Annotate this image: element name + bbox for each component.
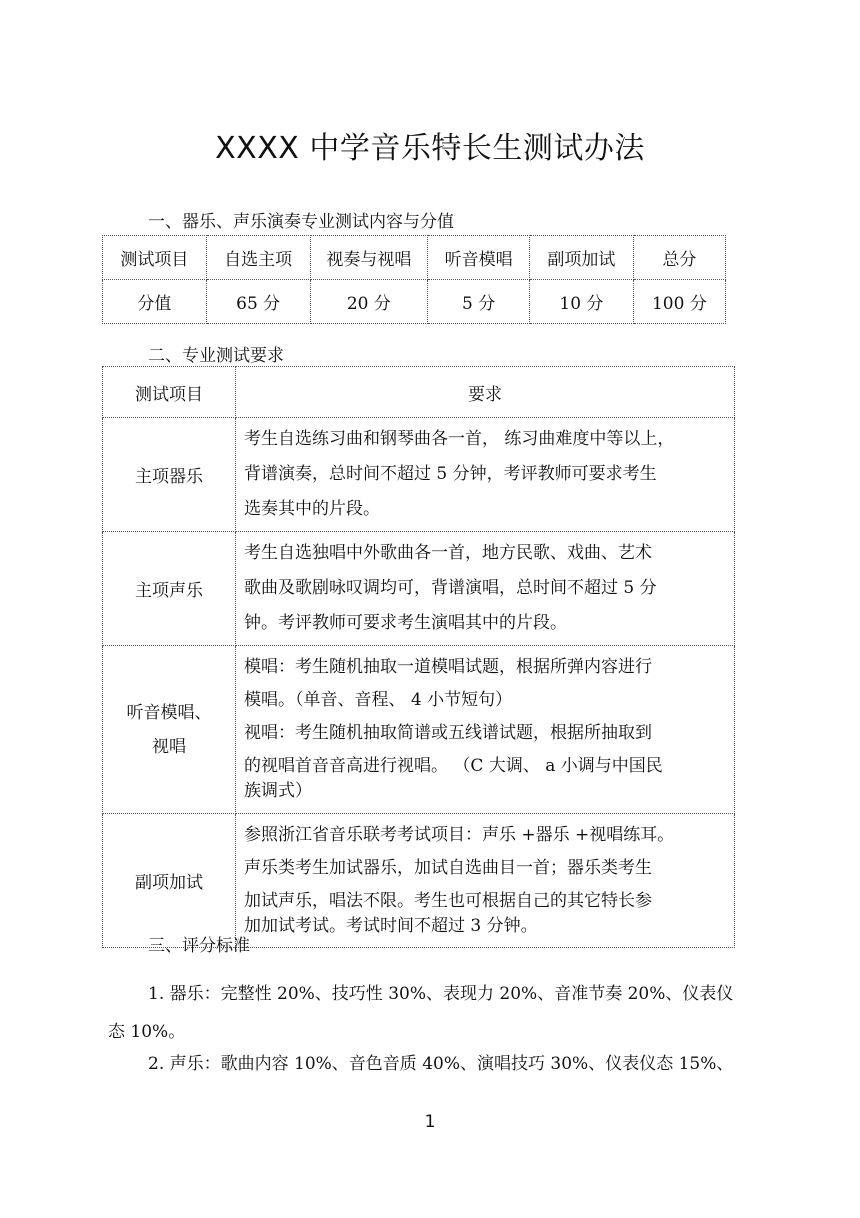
score-table bbox=[102, 235, 726, 324]
section2-heading: 二、专业测试要求 bbox=[148, 346, 284, 366]
row-item: 副项加试 bbox=[103, 814, 236, 948]
row-item: 主项器乐 bbox=[103, 418, 236, 532]
requirement-line: 背谱演奏，总时间不超过 5 分钟，考评教师可要求考生 bbox=[244, 464, 657, 484]
requirement-line: 的视唱首音音高进行视唱。 （C 大调、 a 小调与中国民 bbox=[244, 756, 663, 776]
requirement-line: 选奏其中的片段。 bbox=[244, 499, 380, 519]
scoring-instrumental: 1. 器乐：完整性 20%、技巧性 30%、表现力 20%、音准节奏 20%、仪表仪态 10%。 bbox=[108, 984, 734, 1042]
column-header-requirement: 要求 bbox=[236, 367, 735, 418]
requirement-line: 参照浙江省音乐联考考试项目：声乐 +器乐 +视唱练耳。 bbox=[244, 824, 675, 845]
requirement-line: 歌曲及歌剧咏叹调均可，背谱演唱，总时间不超过 5 分 bbox=[244, 578, 657, 598]
requirements-header-row bbox=[103, 367, 735, 418]
row-item bbox=[103, 646, 236, 814]
table-row bbox=[103, 646, 735, 814]
score-table-header-row bbox=[103, 236, 726, 280]
value-cell: 分值 bbox=[103, 280, 207, 324]
table-row bbox=[103, 532, 735, 646]
header-cell: 副项加试 bbox=[529, 236, 633, 280]
value-cell: 65 分 bbox=[206, 280, 310, 324]
header-cell: 自选主项 bbox=[206, 236, 310, 280]
row-requirement bbox=[236, 814, 735, 948]
page-number: 1 bbox=[424, 1112, 436, 1132]
requirement-line: 模唱。（单音、音程、 4 小节短句） bbox=[244, 690, 513, 710]
requirement-line: 视唱：考生随机抽取简谱或五线谱试题，根据所抽取到 bbox=[244, 723, 652, 743]
row-item-label: 听音模唱、视唱 bbox=[126, 702, 212, 757]
header-cell: 视奏与视唱 bbox=[310, 236, 428, 280]
table-row bbox=[103, 814, 735, 948]
section3-heading: 三、评分标准 bbox=[148, 936, 250, 956]
value-cell: 10 分 bbox=[529, 280, 633, 324]
column-header-item: 测试项目 bbox=[103, 367, 236, 418]
requirement-line: 声乐类考生加试器乐，加试自选曲目一首；器乐类考生 bbox=[244, 857, 652, 878]
scoring-vocal: 2. 声乐：歌曲内容 10%、音色音质 40%、演唱技巧 30%、仪表仪态 15%、 bbox=[148, 1054, 734, 1074]
requirements-table bbox=[102, 366, 735, 948]
section1-heading: 一、器乐、声乐演奏专业测试内容与分值 bbox=[148, 212, 454, 232]
header-cell: 听音模唱 bbox=[428, 236, 530, 280]
score-table-value-row bbox=[103, 280, 726, 324]
requirement-line: 加试声乐，唱法不限。考生也可根据自己的其它特长参 bbox=[244, 890, 652, 911]
table-row bbox=[103, 418, 735, 532]
header-cell: 测试项目 bbox=[103, 236, 207, 280]
requirement-line: 族调式） bbox=[244, 781, 312, 801]
requirement-line: 加加试考试。考试时间不超过 3 分钟。 bbox=[244, 915, 538, 936]
row-requirement bbox=[236, 418, 735, 532]
value-cell: 100 分 bbox=[633, 280, 725, 324]
row-item: 主项声乐 bbox=[103, 532, 236, 646]
row-requirement bbox=[236, 646, 735, 814]
header-cell: 总分 bbox=[633, 236, 725, 280]
requirement-line: 考生自选练习曲和钢琴曲各一首， 练习曲难度中等以上， bbox=[244, 429, 675, 449]
requirement-line: 钟。考评教师可要求考生演唱其中的片段。 bbox=[244, 613, 567, 633]
row-requirement bbox=[236, 532, 735, 646]
value-cell: 5 分 bbox=[428, 280, 530, 324]
value-cell: 20 分 bbox=[310, 280, 428, 324]
requirement-line: 模唱：考生随机抽取一道模唱试题，根据所弹内容进行 bbox=[244, 657, 652, 677]
page-title: XXXX 中学音乐特长生测试办法 bbox=[215, 131, 645, 166]
requirement-line: 考生自选独唱中外歌曲各一首，地方民歌、戏曲、艺术 bbox=[244, 543, 652, 563]
